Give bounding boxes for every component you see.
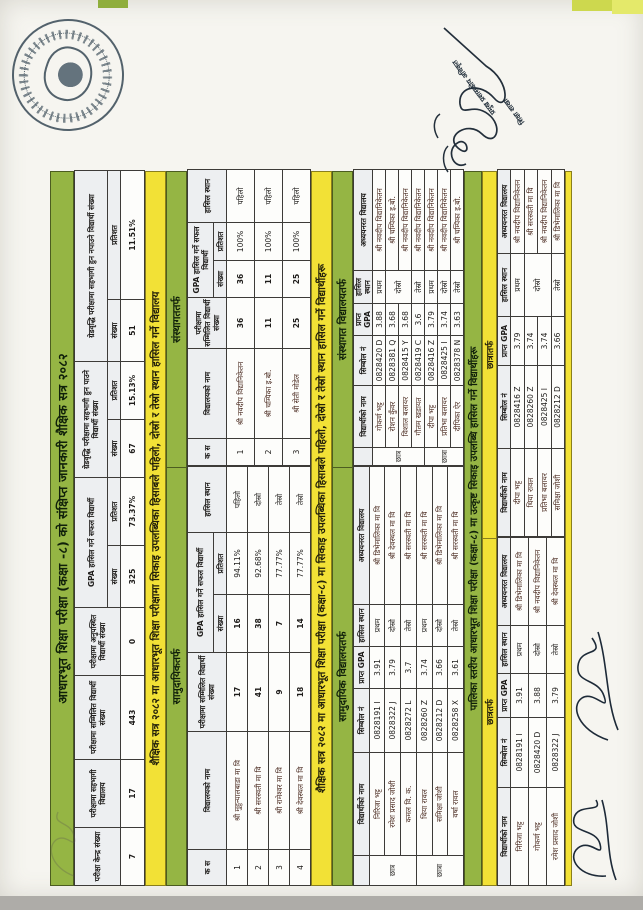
cell: प्रथम [425, 271, 438, 304]
cell: गोकर्ण भट्ट [373, 386, 386, 448]
faint-scrawl [24, 804, 94, 884]
cell: श्री चम्पिका इ.बो. [451, 170, 464, 271]
page-title: आधारभूत शिक्षा परीक्षा (कक्षा -८) को संक्षिप्त जानकारी शैक्षिक सत्र २०८२ [50, 171, 74, 886]
column-header: विद्यार्थीको नाम [498, 449, 511, 537]
cell: प्रतिभा बलायर [438, 386, 451, 448]
cell: तेस्रो [412, 271, 425, 304]
cell: रमेश प्रसाद जोशी [385, 753, 401, 856]
cell: 3.79 [425, 304, 438, 336]
cell: 2 [248, 850, 269, 886]
cell: श्री नवदीप विद्यानिकेतन [425, 170, 438, 271]
cell: 3.66 [432, 647, 448, 689]
cell: तेस्रो [451, 271, 464, 304]
table-row [255, 169, 283, 465]
cell: 100% [227, 222, 255, 260]
table-row [399, 170, 412, 466]
cell: 3.91 [511, 674, 529, 718]
table-row [511, 170, 524, 537]
community-schools-label: सामुदायिक विद्यालयतर्फ [333, 467, 352, 885]
cell: रमेश प्रसाद जोशी [547, 788, 565, 886]
cell: 36 [227, 260, 255, 297]
cell: 11 [255, 297, 283, 348]
cell: प्रथम [416, 605, 432, 647]
cell: 11 [255, 260, 283, 297]
table-row [412, 170, 425, 466]
cell: 0828415 Y [399, 336, 412, 386]
cell: 17 [227, 653, 248, 732]
cell: श्री नवदीप विद्यानिकेतन [529, 538, 547, 626]
sub-header: संख्या [108, 299, 121, 361]
school-side-banner [332, 171, 353, 886]
cell: समिक्षा जोशी [551, 449, 564, 537]
signature-flourish-icon [408, 3, 568, 178]
cell: 41 [248, 653, 269, 732]
table-row [385, 467, 401, 886]
sub-header: प्रतिशत [108, 477, 121, 545]
table-row [511, 538, 529, 886]
value-cell: 73.37% [121, 477, 145, 545]
cell: 0828212 D [551, 366, 564, 449]
cell: दोस्रो [432, 605, 448, 647]
value-cell: 0 [121, 608, 145, 676]
table-row [401, 467, 417, 886]
cell: 1 [227, 850, 248, 886]
table-row [369, 467, 385, 886]
cell: 3.74 [524, 317, 537, 366]
cell: 92.68% [248, 532, 269, 594]
cell: तेस्रो [551, 254, 564, 317]
cell: 3 [283, 438, 311, 465]
cell: दीपा भट्ट [511, 449, 524, 537]
table-row [269, 466, 290, 885]
column-header: विद्यालयको नाम [188, 732, 227, 850]
sub-header: प्रतिशत [108, 361, 121, 419]
signature-scrawl [548, 620, 638, 750]
cell: दीपा भट्ट [425, 386, 438, 448]
cell: 3.79 [385, 647, 401, 689]
cell: श्री सरस्वती मा वि [248, 732, 269, 850]
institutional-student-table [353, 169, 464, 466]
column-header: क स [188, 438, 227, 465]
sub-header: संख्या [108, 546, 121, 608]
cell: श्री नवदीप विद्यानिकेतन [412, 170, 425, 271]
cell: श्री सरस्वती मा वि [416, 467, 432, 605]
cell: 9 [269, 653, 290, 732]
cell: 0828272 L [401, 689, 417, 753]
cell: 0828191 I [369, 689, 385, 753]
cell: 0828381 Q [386, 336, 399, 386]
cell: दोस्रो [386, 271, 412, 304]
cell: श्री सरस्वती मा वि [448, 467, 464, 605]
cell: 3.63 [451, 304, 464, 336]
cell: श्री नवदीप विद्यानिकेतन [538, 170, 551, 254]
cell: 0828260 Z [524, 366, 537, 449]
column-header: ग्रेडवृद्धि परीक्षामा सहभागी हुन पाउने विद्यार्थी संख्या [75, 361, 108, 477]
scanner-background-strip [0, 896, 643, 910]
cell: 14 [290, 595, 311, 653]
table-row [227, 169, 255, 465]
column-header: परीक्षा केन्द्र संख्या [75, 828, 121, 886]
column-header: हासिल स्थान [498, 254, 511, 317]
column-header: विद्यालयको नाम [188, 348, 227, 438]
cell: श्री चम्पिका इ.बो. [255, 348, 283, 438]
signature-scrawl [540, 793, 630, 888]
group-label: छात्रा [425, 448, 464, 466]
officer-signature [408, 3, 568, 178]
cell: 0828378 N [451, 336, 464, 386]
cell: थिया रावल [416, 753, 432, 856]
cell: समिक्षा जोशी [432, 753, 448, 856]
value-cell: 325 [121, 546, 145, 608]
sub-header: प्रतिशत [214, 222, 227, 260]
cell: 25 [283, 297, 311, 348]
column-header: विद्यार्थीको नाम [354, 386, 373, 448]
value-cell: 51 [121, 299, 145, 361]
gender-side-banner [482, 171, 497, 886]
column-header: सिम्बोल नं [354, 336, 373, 386]
table-row [283, 169, 311, 465]
cell: 0828258 X [448, 689, 464, 753]
cell: प्रतिभा बलायर [538, 449, 551, 537]
table-row [551, 170, 564, 537]
cell: 18 [290, 653, 311, 732]
cell: 3.74 [538, 317, 551, 366]
cell: 3.91 [369, 647, 385, 689]
cell: 3 [269, 850, 290, 886]
cell: 7 [269, 595, 290, 653]
cell: श्री देवस्थल मा वि [290, 732, 311, 850]
column-header: हासिल स्थान [498, 626, 511, 674]
scan-edge-chip [572, 0, 612, 11]
column-header: परीक्षामा सहभागी विद्यालय [75, 760, 121, 828]
community-student-table [353, 466, 464, 886]
cell: 0828425 I [538, 366, 551, 449]
cell: 4 [290, 850, 311, 886]
cell: श्री मुहुन्यालबाडा मा वि [227, 732, 248, 850]
group-label: छात्र [369, 856, 416, 886]
cell: 0828212 D [432, 689, 448, 753]
cell: पहिलो [227, 169, 255, 222]
cell: 0828322 J [547, 718, 565, 788]
cell: विशाल बलायर [399, 386, 412, 448]
column-header: परीक्षामा अनुपस्थित विद्यार्थी संख्या [75, 608, 121, 676]
cell: 0828191 I [511, 718, 529, 788]
cell: 3.66 [551, 317, 564, 366]
column-header: परीक्षामा सम्मिलित विद्यार्थी संख्या [188, 653, 227, 732]
cell: पहिलो [283, 169, 311, 222]
column-header: GPA हासिल गर्ने सफल विद्यार्थी [75, 477, 108, 607]
column-header [354, 448, 373, 466]
cell: श्री रामेश्वर मा वि [269, 732, 290, 850]
column-header: प्राप्त GPA [498, 317, 511, 366]
school-rank-banner: शैक्षिक सत्र २०८२ मा आधारभूत शिक्षा परीक्षामा सिकाइ उपलब्धिका हिसाबले पहिलो, दोस्रो र तेस्रो स्थान हासिल गर्ने विद्यालय [145, 171, 166, 886]
cell: पहिलो [255, 169, 283, 222]
cell: निरिजा भट्ट [369, 753, 385, 856]
cell: प्रथम [511, 254, 524, 317]
cell: श्री सरस्वती मा वि [401, 467, 417, 605]
cell: 1 [227, 438, 255, 465]
cell: निरिजा भट्ट [511, 788, 529, 886]
cell: 3.6 [412, 304, 425, 336]
cell: 3.88 [373, 304, 386, 336]
cell: 3.74 [416, 647, 432, 689]
cell: 3.68 [399, 304, 412, 336]
scan-edge-chip [612, 0, 643, 14]
cell: श्री नवदीप विद्यानिकेतन [399, 170, 412, 271]
cell: तेस्रो [448, 605, 464, 647]
column-header: सिम्बोल नं [498, 718, 511, 788]
table-row [416, 467, 432, 886]
cell: दोस्रो [438, 271, 451, 304]
scan-edge-chip [98, 0, 128, 8]
cell: तेस्रो [401, 605, 417, 647]
column-header: विद्यार्थीको नाम [354, 753, 370, 856]
cell: प्रथम [373, 271, 386, 304]
summary-table [74, 170, 145, 886]
cell: 3.68 [386, 304, 399, 336]
cell: 38 [248, 595, 269, 653]
palika-tables-row [497, 171, 565, 886]
cell: पहिलो [227, 466, 248, 532]
column-header: सिम्बोल नं [354, 689, 370, 753]
cell: 0828425 I [438, 336, 451, 386]
table-row [373, 170, 386, 466]
cell: 0828260 Z [416, 689, 432, 753]
cell: 77.77% [290, 532, 311, 594]
officer-title-line2: शिक्षा शाखा [501, 96, 527, 126]
cell: 0828322 J [385, 689, 401, 753]
institutional-school-table [187, 169, 311, 466]
table-row [432, 467, 448, 886]
cell: 0828419 C [412, 336, 425, 386]
cell: श्री सरस्वती मा वि [524, 170, 537, 254]
value-cell: 7 [121, 828, 145, 886]
cell: 100% [255, 222, 283, 260]
cell: श्री नवदीप विद्यानिकेतन [227, 348, 255, 438]
yellow-footer-strip [565, 171, 572, 886]
student-rank-banner: शैक्षिक सत्र २०८२ मा आधारभूत शिक्षा परीक्षा (कक्षा-८) मा सिकाइ उपलब्धिका हिसाबले पहिलो, दोस्रो र तेस्रो स्थान हासिल गर्ने विद्यार्थीहरू [311, 171, 332, 886]
cell: तेस्रो [290, 466, 311, 532]
column-header: परीक्षामा सम्मिलित विद्यार्थी संख्या [75, 676, 121, 760]
cell: दोस्रो [529, 626, 547, 674]
cell: 0828420 D [529, 718, 547, 788]
value-cell: 15.13% [121, 361, 145, 419]
cell: श्री डिभेमालिका मा वि [369, 467, 385, 605]
column-header: हासिल स्थान [188, 169, 227, 222]
column-header [354, 856, 370, 886]
document-content [50, 171, 572, 886]
cell: 3.79 [547, 674, 565, 718]
community-school-table [187, 466, 311, 886]
column-header: अध्ययनरत विद्यालय [354, 467, 370, 605]
school-tables-row [187, 171, 311, 886]
institutional-schools-label: संस्थागत विद्यालयतर्फ [336, 279, 349, 361]
table-row [248, 466, 269, 885]
cell: 3.74 [438, 304, 451, 336]
palika-banner: पालिका स्तरीय आधारभूत शिक्षा परीक्षा (कक्षा-८) मा उत्कृष्ट सिकाइ उपलब्धि हासिल गर्ने विद्यार्थीहरू [464, 171, 482, 886]
sub-header: प्रतिशत [108, 170, 121, 299]
column-header: हासिल स्थान [354, 605, 370, 647]
column-header: ग्रेडवृद्धि परीक्षामा सहभागी हुन नपाउने विद्यार्थी संख्या [75, 170, 108, 361]
cell: गोकर्ण भट्ट [529, 788, 547, 886]
cell: श्री नवदीप विद्यानिकेतन [373, 170, 386, 271]
cell: रोशन कुँवर [386, 386, 399, 448]
column-header: अध्ययनरत विद्यालय [354, 170, 373, 271]
cell: प्रथम [511, 626, 529, 674]
officer-title-line1: प्रमुख प्रशासकीय अधिकृत [451, 58, 498, 117]
cell: 3.88 [529, 674, 547, 718]
value-cell: 67 [121, 419, 145, 477]
column-header: क स [188, 850, 227, 886]
sub-header: संख्या [214, 260, 227, 297]
palika-girls-table [497, 169, 565, 537]
column-header: प्राप्त GPA [354, 647, 370, 689]
cell: दोस्रो [524, 254, 551, 317]
cell: थिया रावल [524, 449, 537, 537]
cell: गौतम खडायत [412, 386, 425, 448]
sector-banner [166, 171, 187, 886]
value-cell: 443 [121, 676, 145, 760]
community-label: सामुदायिकतर्फ [167, 467, 186, 885]
cell: 2 [255, 438, 283, 465]
girls-side-label: छात्रातर्फ [486, 340, 496, 369]
column-header: GPA हासिल गर्ने सफल विद्यार्थी [188, 532, 214, 652]
table-row [538, 170, 551, 537]
cell: श्री देवस्थल मा वि [547, 538, 565, 626]
institutional-label: संस्थागततर्फ [170, 296, 183, 343]
table-row [451, 170, 464, 466]
cell: श्री देवस्थल मा वि [385, 467, 401, 605]
group-label: छात्र [373, 448, 425, 466]
sub-header: प्रतिशत [214, 532, 227, 594]
cell: दोस्रो [385, 605, 401, 647]
column-header: हासिल स्थान [188, 466, 227, 532]
cell: तेस्रो [547, 626, 565, 674]
table-row [386, 170, 399, 466]
cell: 100% [283, 222, 311, 260]
column-header: अध्ययनरत विद्यालय [498, 170, 511, 254]
cell: श्री डिभेमालिका मा वि [432, 467, 448, 605]
cell: 0828416 Z [425, 336, 438, 386]
value-cell: 11.51% [121, 170, 145, 299]
column-header: प्राप्त GPA [354, 304, 373, 336]
column-header: परीक्षामा सम्मिलित विद्यार्थी संख्या [188, 297, 227, 348]
cell: कमल वि. क. [401, 753, 417, 856]
sub-header: संख्या [214, 595, 227, 653]
cell: 77.77% [269, 532, 290, 594]
cell: 3.79 [511, 317, 524, 366]
column-header: GPA हासिल गर्ने सफल विद्यार्थी [188, 222, 214, 297]
table-row [425, 170, 438, 466]
cell: श्री डिभेमालिका मा वि [551, 170, 564, 254]
cell: दीपिका ऐर [451, 386, 464, 448]
table-row [227, 466, 248, 885]
student-tables-row [353, 171, 464, 886]
table-row [448, 467, 464, 886]
column-header: हासिल स्थान [354, 271, 373, 304]
cell: 0828416 Z [511, 366, 524, 449]
column-header: सिम्बोल नं [498, 366, 511, 449]
cell: प्रथम [369, 605, 385, 647]
cell: 36 [227, 297, 255, 348]
cell: 3.61 [448, 647, 464, 689]
sub-header: संख्या [108, 419, 121, 477]
cell: श्री नवदीप विद्यानिकेतन [438, 170, 451, 271]
cell: श्री चम्पिका इ.बो. [386, 170, 399, 271]
table-row [524, 170, 537, 537]
cell: 16 [227, 595, 248, 653]
column-header: विद्यार्थीको नाम [498, 788, 511, 886]
cell: 94.11% [227, 532, 248, 594]
cell: श्री डिभेमालिका मा वि [511, 538, 529, 626]
cell: तेस्रो [269, 466, 290, 532]
official-round-stamp-icon [0, 0, 144, 151]
group-label: छात्रा [416, 856, 463, 886]
boys-side-label: छात्रतर्फ [483, 538, 496, 885]
cell: वर्षा रावल [448, 753, 464, 856]
column-header: अध्ययनरत विद्यालय [498, 538, 511, 626]
cell: 0828420 D [373, 336, 386, 386]
cell: श्री सेती मोडेल [283, 348, 311, 438]
column-header: प्राप्त GPA [498, 674, 511, 718]
cell: 25 [283, 260, 311, 297]
cell: श्री नवदीप विद्यानिकेतन [511, 170, 524, 254]
table-row [438, 170, 451, 466]
cell: 3.7 [401, 647, 417, 689]
table-row [290, 466, 311, 885]
cell: दोस्रो [248, 466, 269, 532]
value-cell: 17 [121, 760, 145, 828]
